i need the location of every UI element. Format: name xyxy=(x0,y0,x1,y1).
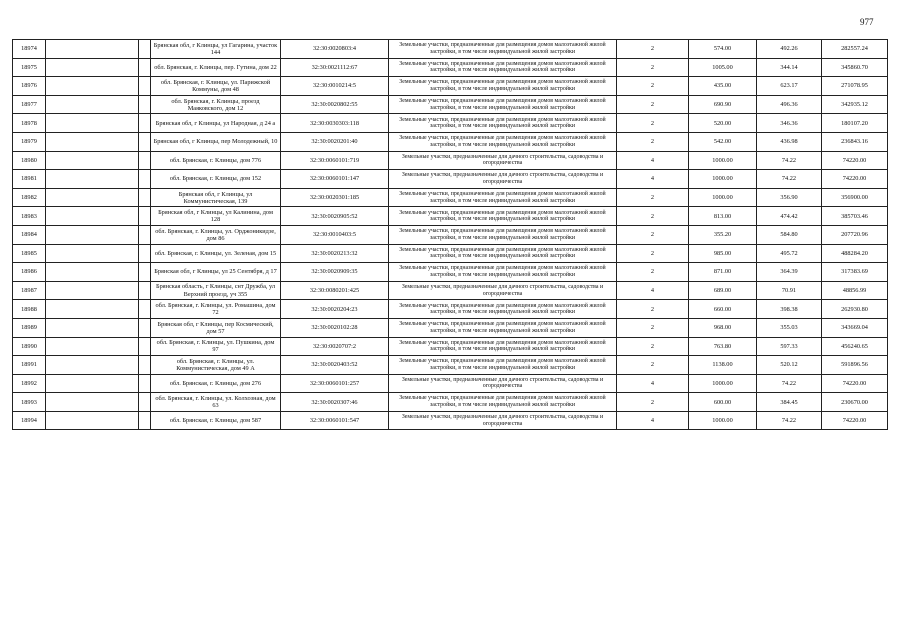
group-number-cell: 2 xyxy=(617,225,689,244)
row-number-cell: 18988 xyxy=(13,300,46,319)
land-use-category-cell: Земельные участки, предназначенные для размещения домов малоэтажной жилой застройки, в том числе индивидуальной жилой застройки xyxy=(389,95,617,114)
cadastral-number-cell: 32:30:0020403:52 xyxy=(281,356,389,375)
land-use-category-cell: Земельные участки, предназначенные для размещения домов малоэтажной жилой застройки, в том числе индивидуальной жилой застройки xyxy=(389,58,617,77)
land-use-category-cell: Земельные участки, предназначенные для размещения домов малоэтажной жилой застройки, в том числе индивидуальной жилой застройки xyxy=(389,114,617,133)
cadastral-number-cell: 32:30:0020213:32 xyxy=(281,244,389,263)
cadastral-value-cell: 488284.20 xyxy=(822,244,888,263)
address-cell: обл. Брянская, г. Клинцы, дом 776 xyxy=(151,151,281,170)
table-row xyxy=(13,170,888,189)
row-number-cell: 18977 xyxy=(13,95,46,114)
blank-cell xyxy=(139,411,151,430)
area-cell: 1000.00 xyxy=(689,151,757,170)
cadastral-number-cell: 32:30:0020802:55 xyxy=(281,95,389,114)
cadastral-value-cell: 317383.69 xyxy=(822,263,888,282)
blank-cell xyxy=(46,374,139,393)
area-cell: 763.80 xyxy=(689,337,757,356)
group-number-cell: 2 xyxy=(617,393,689,412)
area-cell: 689.00 xyxy=(689,281,757,300)
cadastral-number-cell: 32:30:0020905:52 xyxy=(281,207,389,226)
area-cell: 1000.00 xyxy=(689,170,757,189)
land-use-category-cell: Земельные участки, предназначенные для размещения домов малоэтажной жилой застройки, в том числе индивидуальной жилой застройки xyxy=(389,132,617,151)
cadastral-value-cell: 74220.00 xyxy=(822,151,888,170)
table-row xyxy=(13,114,888,133)
blank-cell xyxy=(139,281,151,300)
cadastral-number-cell: 32:30:0060101:719 xyxy=(281,151,389,170)
table-row xyxy=(13,58,888,77)
cadastral-number-cell: 32:30:0020307:46 xyxy=(281,393,389,412)
row-number-cell: 18990 xyxy=(13,337,46,356)
address-cell: обл. Брянская, г. Клинцы, дом 276 xyxy=(151,374,281,393)
address-cell: Брянская область, г Клинцы, снт Дружба, ул Верхний проезд, уч 355 xyxy=(151,281,281,300)
address-cell: Брянская обл, г Клинцы, ул Коммунистическая, 139 xyxy=(151,188,281,207)
specific-value-cell: 597.33 xyxy=(757,337,822,356)
group-number-cell: 2 xyxy=(617,114,689,133)
row-number-cell: 18986 xyxy=(13,263,46,282)
land-use-category-cell: Земельные участки, предназначенные для размещения домов малоэтажной жилой застройки, в том числе индивидуальной жилой застройки xyxy=(389,188,617,207)
area-cell: 1000.00 xyxy=(689,188,757,207)
cadastral-value-cell: 456240.65 xyxy=(822,337,888,356)
address-cell: Брянская обл, г Клинцы, ул Калинина, дом 128 xyxy=(151,207,281,226)
area-cell: 600.00 xyxy=(689,393,757,412)
land-use-category-cell: Земельные участки, предназначенные для размещения домов малоэтажной жилой застройки, в том числе индивидуальной жилой застройки xyxy=(389,318,617,337)
specific-value-cell: 384.45 xyxy=(757,393,822,412)
address-cell: Брянская обл, г Клинцы, пер Молодежный, 10 xyxy=(151,132,281,151)
table-row xyxy=(13,411,888,430)
area-cell: 968.00 xyxy=(689,318,757,337)
table-row xyxy=(13,356,888,375)
cadastral-number-cell: 32:30:0020909:35 xyxy=(281,263,389,282)
land-use-category-cell: Земельные участки, предназначенные для размещения домов малоэтажной жилой застройки, в том числе индивидуальной жилой застройки xyxy=(389,263,617,282)
row-number-cell: 18994 xyxy=(13,411,46,430)
table-row xyxy=(13,207,888,226)
group-number-cell: 4 xyxy=(617,151,689,170)
address-cell: Брянская обл, г Клинцы, ул 25 Сентября, д 17 xyxy=(151,263,281,282)
page-number: 977 xyxy=(860,17,874,27)
cadastral-number-cell: 32:30:0020803:4 xyxy=(281,40,389,59)
address-cell: Брянская обл, г Клинцы, ул Народная, д 24 а xyxy=(151,114,281,133)
area-cell: 1138.00 xyxy=(689,356,757,375)
address-cell: обл. Брянская, г. Клинцы, ул. Парижской Коммуны, дом 48 xyxy=(151,77,281,96)
land-use-category-cell: Земельные участки, предназначенные для дачного строительства, садоводства и огородничества xyxy=(389,374,617,393)
cadastral-value-cell: 271078.95 xyxy=(822,77,888,96)
row-number-cell: 18982 xyxy=(13,188,46,207)
address-cell: обл. Брянская, г. Клинцы, ул. Ромашина, дом 72 xyxy=(151,300,281,319)
table-row xyxy=(13,40,888,59)
row-number-cell: 18984 xyxy=(13,225,46,244)
area-cell: 871.00 xyxy=(689,263,757,282)
table-row xyxy=(13,263,888,282)
cadastral-value-cell: 345860.70 xyxy=(822,58,888,77)
cadastral-value-cell: 230670.00 xyxy=(822,393,888,412)
cadastral-value-cell: 282557.24 xyxy=(822,40,888,59)
cadastral-value-cell: 343669.04 xyxy=(822,318,888,337)
area-cell: 985.00 xyxy=(689,244,757,263)
blank-cell xyxy=(139,263,151,282)
area-cell: 690.90 xyxy=(689,95,757,114)
area-cell: 542.00 xyxy=(689,132,757,151)
blank-cell xyxy=(46,151,139,170)
group-number-cell: 4 xyxy=(617,374,689,393)
table-row xyxy=(13,281,888,300)
blank-cell xyxy=(139,374,151,393)
blank-cell xyxy=(46,77,139,96)
table-row xyxy=(13,374,888,393)
area-cell: 520.00 xyxy=(689,114,757,133)
blank-cell xyxy=(46,318,139,337)
cadastral-value-cell: 356900.00 xyxy=(822,188,888,207)
blank-cell xyxy=(46,132,139,151)
cadastral-value-cell: 342935.12 xyxy=(822,95,888,114)
specific-value-cell: 474.42 xyxy=(757,207,822,226)
area-cell: 1000.00 xyxy=(689,411,757,430)
land-use-category-cell: Земельные участки, предназначенные для размещения домов малоэтажной жилой застройки, в том числе индивидуальной жилой застройки xyxy=(389,40,617,59)
row-number-cell: 18987 xyxy=(13,281,46,300)
blank-cell xyxy=(139,114,151,133)
land-use-category-cell: Земельные участки, предназначенные для размещения домов малоэтажной жилой застройки, в том числе индивидуальной жилой застройки xyxy=(389,300,617,319)
blank-cell xyxy=(139,244,151,263)
cadastral-number-cell: 32:30:0021112:67 xyxy=(281,58,389,77)
area-cell: 355.20 xyxy=(689,225,757,244)
address-cell: обл. Брянская, г. Клинцы, дом 152 xyxy=(151,170,281,189)
address-cell: обл. Брянская, г. Клинцы, ул. Орджоникидзе, дом 86 xyxy=(151,225,281,244)
address-cell: Брянская обл, г Клинцы, пер Космический, дом 57 xyxy=(151,318,281,337)
blank-cell xyxy=(46,95,139,114)
blank-cell xyxy=(139,95,151,114)
cadastral-number-cell: 32:30:0010403:5 xyxy=(281,225,389,244)
specific-value-cell: 492.26 xyxy=(757,40,822,59)
blank-cell xyxy=(46,188,139,207)
blank-cell xyxy=(46,225,139,244)
specific-value-cell: 496.36 xyxy=(757,95,822,114)
blank-cell xyxy=(139,77,151,96)
blank-cell xyxy=(46,40,139,59)
blank-cell xyxy=(46,337,139,356)
address-cell: обл. Брянская, г. Клинцы, ул. Коммунистическая, дом 49 А xyxy=(151,356,281,375)
land-use-category-cell: Земельные участки, предназначенные для размещения домов малоэтажной жилой застройки, в том числе индивидуальной жилой застройки xyxy=(389,337,617,356)
land-use-category-cell: Земельные участки, предназначенные для размещения домов малоэтажной жилой застройки, в том числе индивидуальной жилой застройки xyxy=(389,393,617,412)
land-use-category-cell: Земельные участки, предназначенные для размещения домов малоэтажной жилой застройки, в том числе индивидуальной жилой застройки xyxy=(389,225,617,244)
blank-cell xyxy=(139,170,151,189)
specific-value-cell: 356.90 xyxy=(757,188,822,207)
address-cell: обл. Брянская, г. Клинцы, дом 587 xyxy=(151,411,281,430)
land-use-category-cell: Земельные участки, предназначенные для дачного строительства, садоводства и огородничества xyxy=(389,151,617,170)
blank-cell xyxy=(139,393,151,412)
blank-cell xyxy=(139,40,151,59)
row-number-cell: 18981 xyxy=(13,170,46,189)
cadastral-value-cell: 48856.99 xyxy=(822,281,888,300)
row-number-cell: 18985 xyxy=(13,244,46,263)
specific-value-cell: 495.72 xyxy=(757,244,822,263)
specific-value-cell: 520.12 xyxy=(757,356,822,375)
land-use-category-cell: Земельные участки, предназначенные для дачного строительства, садоводства и огородничества xyxy=(389,170,617,189)
table-row xyxy=(13,151,888,170)
land-use-category-cell: Земельные участки, предназначенные для дачного строительства, садоводства и огородничества xyxy=(389,411,617,430)
row-number-cell: 18978 xyxy=(13,114,46,133)
cadastral-value-cell: 74220.00 xyxy=(822,374,888,393)
cadastral-number-cell: 32:30:0020204:23 xyxy=(281,300,389,319)
address-cell: обл. Брянская, г. Клинцы, ул. Колхозная, дом 63 xyxy=(151,393,281,412)
row-number-cell: 18975 xyxy=(13,58,46,77)
group-number-cell: 2 xyxy=(617,207,689,226)
cadastral-number-cell: 32:30:0020301:185 xyxy=(281,188,389,207)
group-number-cell: 2 xyxy=(617,337,689,356)
row-number-cell: 18993 xyxy=(13,393,46,412)
specific-value-cell: 436.98 xyxy=(757,132,822,151)
row-number-cell: 18991 xyxy=(13,356,46,375)
blank-cell xyxy=(139,318,151,337)
specific-value-cell: 584.80 xyxy=(757,225,822,244)
cadastral-number-cell: 32:30:0020201:40 xyxy=(281,132,389,151)
cadastral-value-cell: 207720.96 xyxy=(822,225,888,244)
blank-cell xyxy=(46,263,139,282)
blank-cell xyxy=(139,225,151,244)
group-number-cell: 2 xyxy=(617,77,689,96)
cadastral-value-cell: 74220.00 xyxy=(822,411,888,430)
specific-value-cell: 74.22 xyxy=(757,170,822,189)
table-row xyxy=(13,244,888,263)
row-number-cell: 18992 xyxy=(13,374,46,393)
group-number-cell: 4 xyxy=(617,281,689,300)
table-row xyxy=(13,188,888,207)
blank-cell xyxy=(46,170,139,189)
area-cell: 1005.00 xyxy=(689,58,757,77)
row-number-cell: 18980 xyxy=(13,151,46,170)
blank-cell xyxy=(46,114,139,133)
area-cell: 660.00 xyxy=(689,300,757,319)
group-number-cell: 4 xyxy=(617,411,689,430)
group-number-cell: 2 xyxy=(617,132,689,151)
row-number-cell: 18989 xyxy=(13,318,46,337)
table-row xyxy=(13,393,888,412)
row-number-cell: 18979 xyxy=(13,132,46,151)
table-row xyxy=(13,132,888,151)
address-cell: обл. Брянская, г. Клинцы, ул. Пушкина, дом 97 xyxy=(151,337,281,356)
blank-cell xyxy=(139,58,151,77)
blank-cell xyxy=(139,356,151,375)
cadastral-value-table xyxy=(12,39,888,430)
group-number-cell: 2 xyxy=(617,95,689,114)
row-number-cell: 18974 xyxy=(13,40,46,59)
specific-value-cell: 74.22 xyxy=(757,374,822,393)
group-number-cell: 2 xyxy=(617,40,689,59)
blank-cell xyxy=(46,244,139,263)
blank-cell xyxy=(139,337,151,356)
specific-value-cell: 74.22 xyxy=(757,411,822,430)
address-cell: обл. Брянская, г. Клинцы, ул. Зеленая, дом 15 xyxy=(151,244,281,263)
cadastral-number-cell: 32:30:0060101:257 xyxy=(281,374,389,393)
land-use-category-cell: Земельные участки, предназначенные для размещения домов малоэтажной жилой застройки, в том числе индивидуальной жилой застройки xyxy=(389,77,617,96)
specific-value-cell: 398.38 xyxy=(757,300,822,319)
land-use-category-cell: Земельные участки, предназначенные для размещения домов малоэтажной жилой застройки, в том числе индивидуальной жилой застройки xyxy=(389,207,617,226)
table-row xyxy=(13,300,888,319)
blank-cell xyxy=(46,393,139,412)
cadastral-value-cell: 74220.00 xyxy=(822,170,888,189)
area-cell: 813.00 xyxy=(689,207,757,226)
cadastral-value-cell: 236843.16 xyxy=(822,132,888,151)
specific-value-cell: 623.17 xyxy=(757,77,822,96)
blank-cell xyxy=(46,356,139,375)
area-cell: 574.00 xyxy=(689,40,757,59)
specific-value-cell: 70.91 xyxy=(757,281,822,300)
cadastral-value-cell: 591896.56 xyxy=(822,356,888,375)
group-number-cell: 2 xyxy=(617,263,689,282)
cadastral-number-cell: 32:30:0020707:2 xyxy=(281,337,389,356)
address-cell: Брянская обл, г Клинцы, ул Гагарина, участок 144 xyxy=(151,40,281,59)
area-cell: 435.00 xyxy=(689,77,757,96)
blank-cell xyxy=(139,151,151,170)
cadastral-number-cell: 32:30:0020102:28 xyxy=(281,318,389,337)
specific-value-cell: 364.39 xyxy=(757,263,822,282)
cadastral-value-cell: 385703.46 xyxy=(822,207,888,226)
group-number-cell: 2 xyxy=(617,318,689,337)
group-number-cell: 2 xyxy=(617,188,689,207)
specific-value-cell: 344.14 xyxy=(757,58,822,77)
row-number-cell: 18976 xyxy=(13,77,46,96)
blank-cell xyxy=(46,411,139,430)
blank-cell xyxy=(139,300,151,319)
table-row xyxy=(13,318,888,337)
cadastral-number-cell: 32:30:0030303:118 xyxy=(281,114,389,133)
land-use-category-cell: Земельные участки, предназначенные для размещения домов малоэтажной жилой застройки, в том числе индивидуальной жилой застройки xyxy=(389,356,617,375)
table-row xyxy=(13,95,888,114)
group-number-cell: 4 xyxy=(617,170,689,189)
cadastral-number-cell: 32:30:0060101:147 xyxy=(281,170,389,189)
cadastral-number-cell: 32:30:0010214:5 xyxy=(281,77,389,96)
specific-value-cell: 355.03 xyxy=(757,318,822,337)
group-number-cell: 2 xyxy=(617,244,689,263)
address-cell: обл. Брянская, г. Клинцы, пер. Гутина, дом 22 xyxy=(151,58,281,77)
blank-cell xyxy=(139,207,151,226)
group-number-cell: 2 xyxy=(617,300,689,319)
area-cell: 1000.00 xyxy=(689,374,757,393)
table-row xyxy=(13,337,888,356)
table-row xyxy=(13,225,888,244)
table-row xyxy=(13,77,888,96)
land-use-category-cell: Земельные участки, предназначенные для размещения домов малоэтажной жилой застройки, в том числе индивидуальной жилой застройки xyxy=(389,244,617,263)
group-number-cell: 2 xyxy=(617,356,689,375)
blank-cell xyxy=(46,281,139,300)
specific-value-cell: 74.22 xyxy=(757,151,822,170)
blank-cell xyxy=(46,58,139,77)
blank-cell xyxy=(46,207,139,226)
land-use-category-cell: Земельные участки, предназначенные для дачного строительства, садоводства и огородничества xyxy=(389,281,617,300)
blank-cell xyxy=(46,300,139,319)
cadastral-value-cell: 180107.20 xyxy=(822,114,888,133)
cadastral-value-cell: 262930.80 xyxy=(822,300,888,319)
blank-cell xyxy=(139,188,151,207)
group-number-cell: 2 xyxy=(617,58,689,77)
address-cell: обл. Брянская, г. Клинцы, проезд Маяковского, дом 12 xyxy=(151,95,281,114)
row-number-cell: 18983 xyxy=(13,207,46,226)
specific-value-cell: 346.36 xyxy=(757,114,822,133)
cadastral-number-cell: 32:30:0080201:425 xyxy=(281,281,389,300)
cadastral-number-cell: 32:30:0060101:547 xyxy=(281,411,389,430)
blank-cell xyxy=(139,132,151,151)
